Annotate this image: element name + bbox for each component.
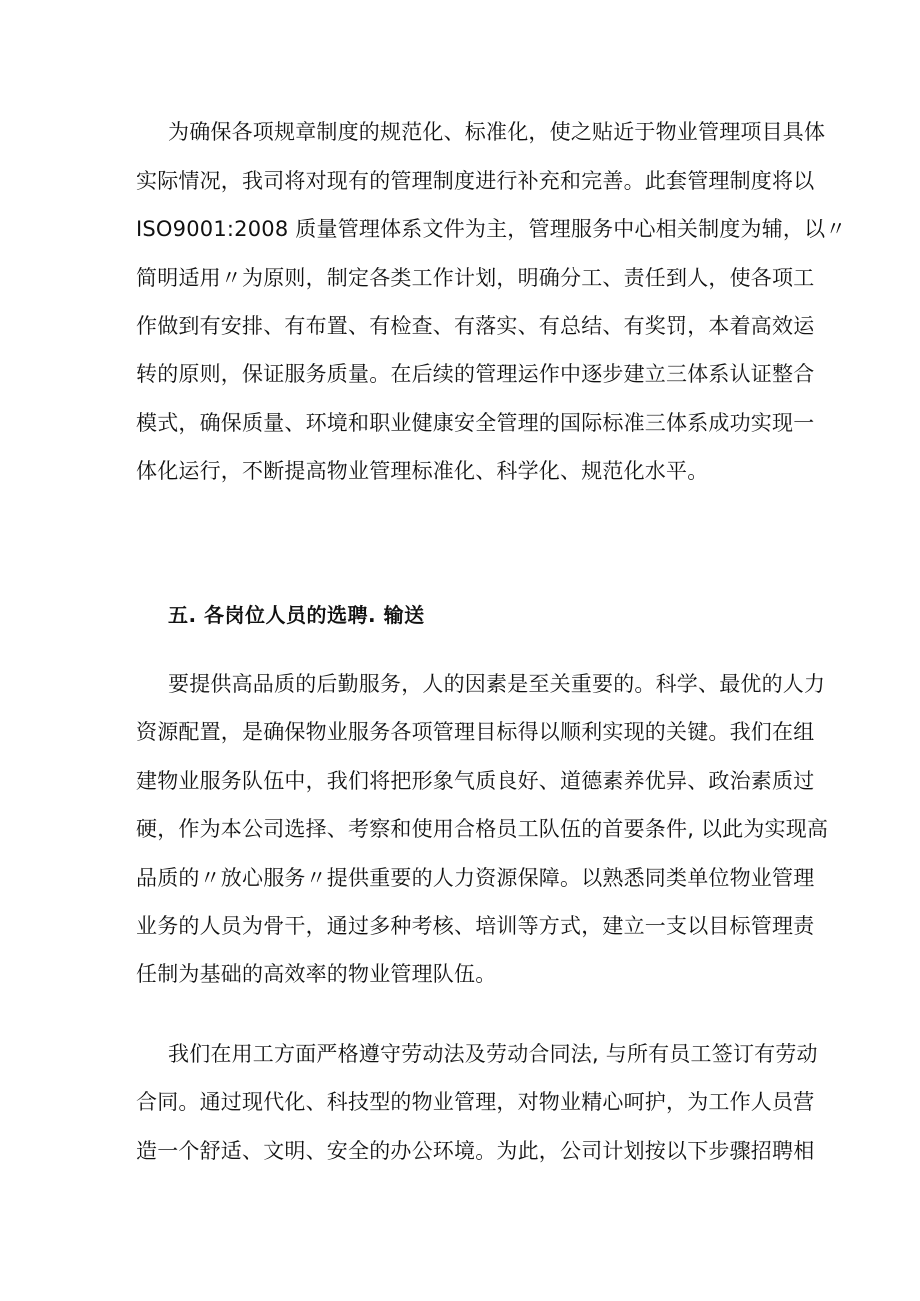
paragraph-line: 我们在用工方面严格遵守劳动法及劳动合同法, 与所有员工签订有劳动 (168, 1042, 818, 1066)
paragraph-line: 品质的〃放心服务〃提供重要的人力资源保障。以熟悉同类单位物业管理 (136, 866, 815, 890)
paragraph-line: 作做到有安排、有布置、有检查、有落实、有总结、有奖罚，本着高效运 (136, 314, 815, 338)
paragraph-line: 资源配置，是确保物业服务各项管理目标得以顺利实现的关键。我们在组 (136, 720, 815, 744)
paragraph-line: 转的原则，保证服务质量。在后续的管理运作中逐步建立三体系认证整合 (136, 362, 815, 386)
section-heading: 五. 各岗位人员的选聘. 输送 (168, 603, 425, 627)
paragraph-line: 简明适用〃为原则，制定各类工作计划，明确分工、责任到人，使各项工 (136, 266, 815, 290)
paragraph-line: 实际情况，我司将对现有的管理制度进行补充和完善。此套管理制度将以 (136, 169, 815, 193)
paragraph-line: 造一个舒适、文明、安全的办公环境。为此，公司计划按以下步骤招聘相 (136, 1139, 815, 1163)
paragraph-line: 体化运行，不断提高物业管理标准化、科学化、规范化水平。 (136, 459, 709, 483)
paragraph-line: 模式，确保质量、环境和职业健康安全管理的国际标准三体系成功实现一 (136, 411, 815, 435)
paragraph-line: 建物业服务队伍中，我们将把形象气质良好、道德素养优异、政治素质过 (136, 769, 815, 793)
paragraph-line: 要提供高品质的后勤服务，人的因素是至关重要的。科学、最优的人力 (168, 672, 826, 696)
paragraph-line: 合同。通过现代化、科技型的物业管理，对物业精心呵护，为工作人员营 (136, 1090, 815, 1114)
paragraph-line: 为确保各项规章制度的规范化、标准化，使之贴近于物业管理项目具体 (168, 120, 826, 144)
paragraph-line: 硬，作为本公司选择、考察和使用合格员工队伍的首要条件, 以此为实现高 (136, 817, 829, 841)
paragraph-line: ISO9001:2008 质量管理体系文件为主，管理服务中心相关制度为辅，以〃 (136, 217, 847, 241)
paragraph-line: 任制为基础的高效率的物业管理队伍。 (136, 962, 497, 986)
paragraph-line: 业务的人员为骨干，通过多种考核、培训等方式，建立一支以目标管理责 (136, 914, 815, 938)
